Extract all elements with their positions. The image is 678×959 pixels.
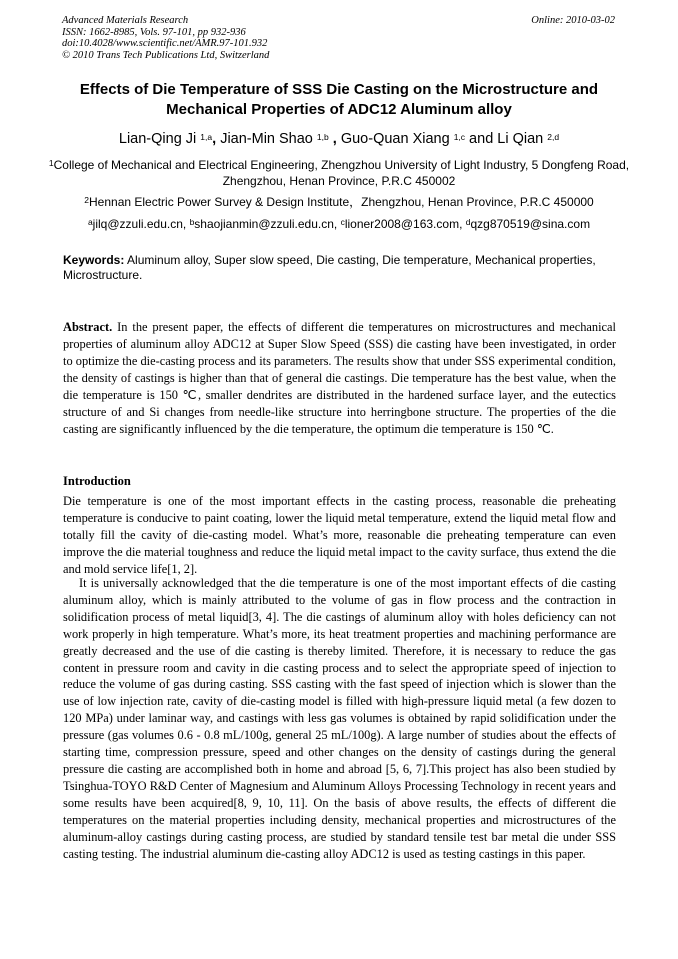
author-affiliation-marker: 1,c xyxy=(453,132,466,142)
abstract-text: In the present paper, the effects of different die temperatures on microstructures and mechanical properties of aluminum alloy ADC12 at Super Slow Speed (SSS) die casting have been investigated, in order to optimize the die-casting process and its parameters. The results show that under SSS experimental condition, the density of castings is higher than that of general die castings. Die temperature has the best value, when the die temperature is 150 ℃, smaller dendrites are distributed in the hardened surface layer, and the eutectics structure of and Si changes from needle-like structure into herringbone structure. The properties of the die casting are significantly influenced by the die temperature, the optimum die temperature is 150 ℃. xyxy=(63,320,616,436)
author-name: Guo-Quan Xiang xyxy=(340,131,454,147)
intro-paragraph-1: Die temperature is one of the most important effects in the casting process, reasonable die preheating temperature is conducive to paint coating, lower the liquid metal temperature, extend the liquid metal flow and totally fill the cavity of die-casting model. What’s more, reasonable die preheating temperature can even improve the die material toughness and reduce the liquid metal impact to the cavity surface, thus extend the die and mold service life[1, 2]. xyxy=(63,494,616,576)
author-list xyxy=(20,130,658,148)
email-marker: d xyxy=(465,217,471,227)
email-link[interactable]: jilq@zzuli.edu.cn, xyxy=(92,217,190,231)
abstract xyxy=(63,319,616,438)
intro-paragraph-2: It is universally acknowledged that the die temperature is one of the most important effects of die casting aluminum alloy, which is mainly attributed to the volume of gas in flow process and the contraction in solidification process of metal liquid[3, 4]. The die castings of aluminum alloy with holes deficiency can not work properly in high temperature. What’s more, its heat treatment properties and machining performance are greatly decreased and the use of die casting is thereby limited. Therefore, it is necessary to reduce the gas content in pressure room and cavity in die casting process and to select the appropriate speed of injection to reduce the volume of gas during casting. SSS casting with the fast speed of injection which is slower than the use of low injection rate, cavity of die-casting model is filled with high-pressure liquid metal (a few dozen to 120 MPa) under laminar way, and castings with less gas volumes is obtained by rapid solidification under the pressure (gas volumes 0.6 - 0.8 mL/100g, general 25 mL/100g). A large number of studies about the effects of starting time, compression pressure, speed and other changes on the density of castings during the general pressure die casting are accomplished both in home and abroad [5, 6, 7].This project has also been studied by Tsinghua-TOYO R&D Center of Magnesium and Aluminum Alloys Processing Technology in recent years and some results have been acquired[8, 9, 10, 11]. On the basis of above results, the effects of different die temperatures on the material properties including density, mechanical properties and microstructures of the aluminum-alloy castings during casting process, are studied by standard tensile test bar metal die under SSS casting testing. The industrial aluminum die-casting alloy ADC12 is used as testing castings in this paper. xyxy=(63,576,616,861)
email-marker: c xyxy=(340,217,345,227)
issn-line: ISSN: 1662-8985, Vols. 97-101, pp 932-936 xyxy=(62,26,246,38)
author-name: Lian-Qing Ji xyxy=(118,131,201,147)
author-affiliation-marker: 2,d xyxy=(547,132,560,142)
affiliation-text: Hennan Electric Power Survey & Design Institute，Zhengzhou, Henan Province, P.R.C 450000 xyxy=(89,195,594,209)
section-heading-introduction: Introduction xyxy=(63,474,131,488)
email-marker: a xyxy=(87,217,93,227)
email-link[interactable]: shaojianmin@zzuli.edu.cn, xyxy=(194,217,341,231)
email-list xyxy=(40,216,638,232)
abstract-label: Abstract. xyxy=(63,320,113,334)
author-affiliation-marker: 1,b xyxy=(316,132,329,142)
email-link[interactable]: qzg870519@sina.com xyxy=(470,217,591,231)
email-marker: b xyxy=(189,217,195,227)
keywords-label: Keywords: xyxy=(63,253,125,267)
copyright-line: © 2010 Trans Tech Publications Ltd, Switzerland xyxy=(62,49,270,61)
author-affiliation-marker: 1,a xyxy=(200,132,213,142)
affiliation-text: College of Mechanical and Electrical Engineering, Zhengzhou University of Light Industry, 5 Dongfeng Road, Zhengzhou, Henan Province, P.R.C 450002 xyxy=(53,158,630,188)
author-separator: , xyxy=(328,131,341,147)
author-separator: and xyxy=(465,131,498,147)
online-date: Online: 2010-03-02 xyxy=(531,15,615,26)
author-separator: , xyxy=(212,131,221,147)
keywords xyxy=(63,253,616,283)
author-name: Li Qian xyxy=(497,131,548,147)
doi-line: doi:10.4028/www.scientific.net/AMR.97-101.932 xyxy=(62,38,268,49)
affiliation-marker: 2 xyxy=(84,195,89,205)
journal-header xyxy=(62,15,269,61)
email-link[interactable]: lioner2008@163.com, xyxy=(344,217,466,231)
paper-title: Effects of Die Temperature of SSS Die Casting on the Microstructure and Mechanical Properties of ADC12 Aluminum alloy xyxy=(79,81,599,118)
affiliation-marker: 1 xyxy=(48,158,54,168)
affiliation-2 xyxy=(40,194,638,210)
journal-name: Advanced Materials Research xyxy=(62,15,189,26)
author-name: Jian-Min Shao xyxy=(220,131,317,147)
affiliation-1 xyxy=(40,157,638,189)
keywords-text: Aluminum alloy, Super slow speed, Die casting, Die temperature, Mechanical properties, Microstructure. xyxy=(63,253,596,282)
